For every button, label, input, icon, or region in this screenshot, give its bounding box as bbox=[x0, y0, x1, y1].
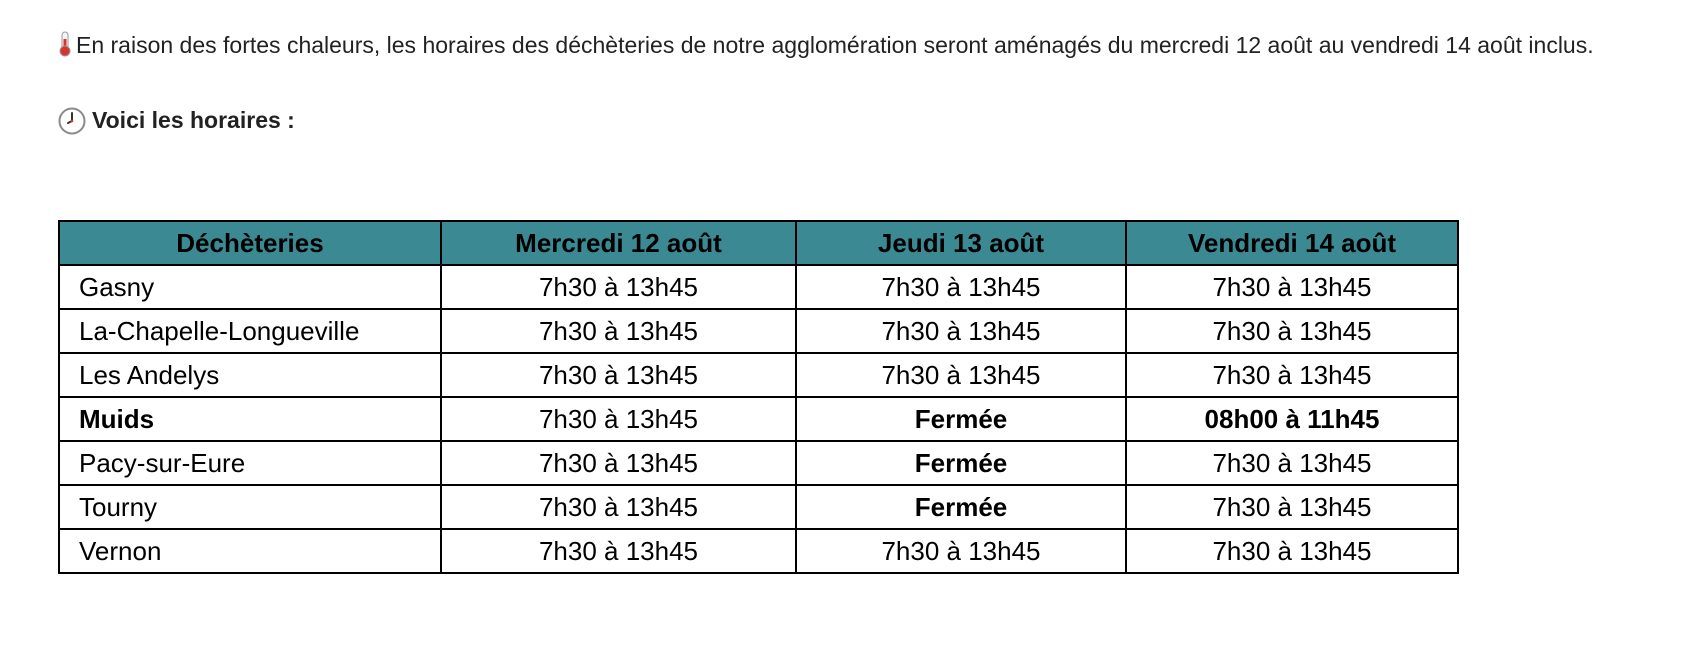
friday-hours: 7h30 à 13h45 bbox=[1126, 265, 1458, 309]
thursday-hours: 7h30 à 13h45 bbox=[796, 353, 1126, 397]
table-header-row bbox=[59, 221, 1458, 265]
friday-hours: 7h30 à 13h45 bbox=[1126, 309, 1458, 353]
thursday-hours: Fermée bbox=[796, 441, 1126, 485]
table-row bbox=[59, 397, 1458, 441]
article-content bbox=[58, 26, 1678, 142]
table-row bbox=[59, 485, 1458, 529]
site-name: Muids bbox=[59, 397, 441, 441]
friday-hours: 7h30 à 13h45 bbox=[1126, 441, 1458, 485]
wednesday-hours: 7h30 à 13h45 bbox=[441, 485, 796, 529]
thermometer-icon bbox=[58, 30, 72, 68]
site-name: Vernon bbox=[59, 529, 441, 573]
column-header-wednesday: Mercredi 12 août bbox=[441, 221, 796, 265]
wednesday-hours: 7h30 à 13h45 bbox=[441, 441, 796, 485]
schedule-heading bbox=[58, 105, 1678, 142]
thursday-hours: 7h30 à 13h45 bbox=[796, 265, 1126, 309]
schedule-table bbox=[58, 220, 1459, 574]
column-header-thursday: Jeudi 13 août bbox=[796, 221, 1126, 265]
friday-hours: 7h30 à 13h45 bbox=[1126, 485, 1458, 529]
site-name: Gasny bbox=[59, 265, 441, 309]
schedule-heading-text: Voici les horaires : bbox=[92, 107, 295, 133]
wednesday-hours: 7h30 à 13h45 bbox=[441, 353, 796, 397]
site-name: La-Chapelle-Longueville bbox=[59, 309, 441, 353]
thursday-hours: 7h30 à 13h45 bbox=[796, 309, 1126, 353]
table-row bbox=[59, 529, 1458, 573]
site-name: Les Andelys bbox=[59, 353, 441, 397]
thursday-hours: 7h30 à 13h45 bbox=[796, 529, 1126, 573]
thursday-hours: Fermée bbox=[796, 485, 1126, 529]
clock-icon bbox=[58, 107, 86, 142]
wednesday-hours: 7h30 à 13h45 bbox=[441, 265, 796, 309]
friday-hours: 7h30 à 13h45 bbox=[1126, 529, 1458, 573]
wednesday-hours: 7h30 à 13h45 bbox=[441, 309, 796, 353]
table-row bbox=[59, 309, 1458, 353]
friday-hours: 08h00 à 11h45 bbox=[1126, 397, 1458, 441]
heat-notice-text: En raison des fortes chaleurs, les horaires des déchèteries de notre agglomération seront aménagés du mercredi 12 août au vendredi 14 août inclus. bbox=[76, 32, 1594, 58]
site-name: Pacy-sur-Eure bbox=[59, 441, 441, 485]
heat-notice bbox=[58, 26, 1678, 68]
table-row bbox=[59, 265, 1458, 309]
wednesday-hours: 7h30 à 13h45 bbox=[441, 397, 796, 441]
friday-hours: 7h30 à 13h45 bbox=[1126, 353, 1458, 397]
table-row bbox=[59, 441, 1458, 485]
column-header-dechetteries: Déchèteries bbox=[59, 221, 441, 265]
table-row bbox=[59, 353, 1458, 397]
column-header-friday: Vendredi 14 août bbox=[1126, 221, 1458, 265]
wednesday-hours: 7h30 à 13h45 bbox=[441, 529, 796, 573]
thursday-hours: Fermée bbox=[796, 397, 1126, 441]
site-name: Tourny bbox=[59, 485, 441, 529]
